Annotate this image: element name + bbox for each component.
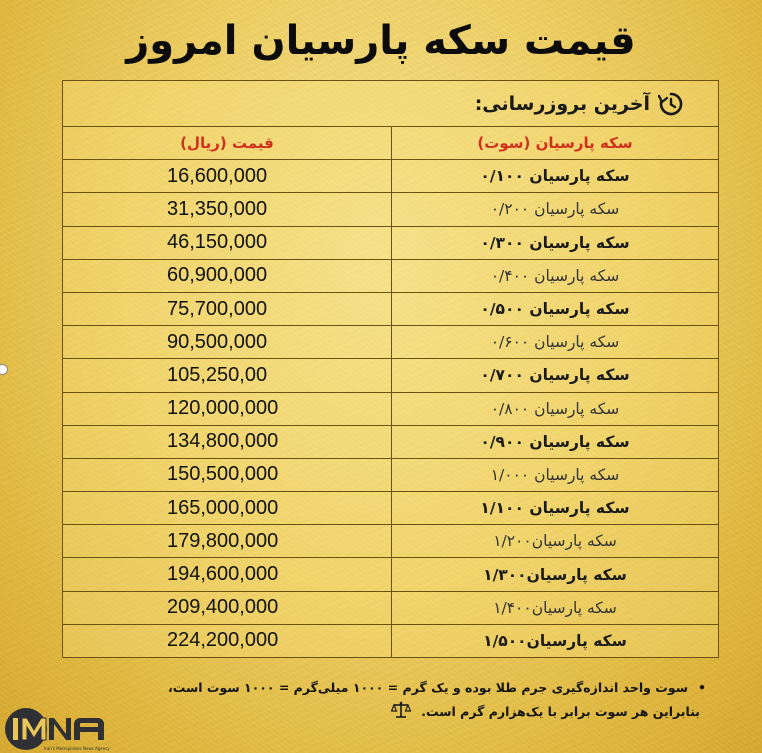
logo-subtitle: Iran's Metropolises News Agency [44,746,110,751]
clock-refresh-icon [658,91,684,117]
table-row [63,193,718,226]
coin-name-cell: سکه پارسیان۱/۴۰۰ [392,591,719,624]
price-cell: 179,800,000 [63,525,392,558]
coin-name-cell: سکه پارسیان ۰/۱۰۰ [392,160,719,193]
table-row [63,292,718,325]
price-cell: 75,700,000 [63,292,392,325]
coin-name-cell: سکه پارسیان ۰/۲۰۰ [392,193,719,226]
coin-name-cell: سکه پارسیان۱/۵۰۰ [392,624,719,657]
footnote-line-1: •سوت واحد اندازه‌گیری جرم طلا بوده و یک گرم = ۱۰۰۰ میلی‌گرم = ۱۰۰۰ سوت است، [168,680,706,695]
table-row [63,392,718,425]
coin-name-cell: سکه پارسیان ۰/۷۰۰ [392,359,719,392]
coin-name-cell: سکه پارسیان۱/۳۰۰ [392,558,719,591]
coin-name-cell: سکه پارسیان ۱/۱۰۰ [392,492,719,525]
table-row [63,624,718,657]
page-title: قیمت سکه پارسیان امروز [126,18,636,64]
table-row [63,425,718,458]
price-cell: 150,500,000 [63,458,392,491]
price-cell: 134,800,000 [63,425,392,458]
table-row [63,492,718,525]
price-cell: 16,600,000 [63,160,392,193]
coin-column-header: سکه پارسیان (سوت) [392,127,719,160]
bullet: • [698,680,706,695]
footnote [146,676,706,724]
last-update-label: آخرین بروزرسانی: [474,92,650,115]
table-header-row [63,127,718,160]
price-table [63,127,718,657]
footnote-line-2: بنابراین هر سوت برابر با یک‌هزارم گرم است. [146,700,706,724]
coin-name-cell: سکه پارسیان۱/۲۰۰ [392,525,719,558]
price-cell: 209,400,000 [63,591,392,624]
coin-name-cell: سکه پارسیان ۰/۶۰۰ [392,326,719,359]
table-row [63,458,718,491]
last-update-row [63,81,718,127]
price-cell: 120,000,000 [63,392,392,425]
table-row [63,226,718,259]
coin-name-cell: سکه پارسیان ۱/۰۰۰ [392,458,719,491]
table-row [63,259,718,292]
price-table-container [62,80,719,658]
table-row [63,160,718,193]
price-cell: 224,200,000 [63,624,392,657]
price-cell: 194,600,000 [63,558,392,591]
price-cell: 60,900,000 [63,259,392,292]
price-cell: 105,250,00 [63,359,392,392]
coin-name-cell: سکه پارسیان ۰/۵۰۰ [392,292,719,325]
table-row [63,591,718,624]
scale-balance-icon [391,701,411,719]
price-cell: 31,350,000 [63,193,392,226]
coin-name-cell: سکه پارسیان ۰/۴۰۰ [392,259,719,292]
table-row [63,558,718,591]
price-cell: 46,150,000 [63,226,392,259]
coin-name-cell: سکه پارسیان ۰/۹۰۰ [392,425,719,458]
edge-handle [0,364,8,375]
table-body [63,160,718,657]
price-column-header: قیمت (ریال) [63,127,392,160]
table-row [63,326,718,359]
coin-name-cell: سکه پارسیان ۰/۳۰۰ [392,226,719,259]
price-cell: 165,000,000 [63,492,392,525]
coin-name-cell: سکه پارسیان ۰/۸۰۰ [392,392,719,425]
table-row [63,525,718,558]
table-row [63,359,718,392]
price-cell: 90,500,000 [63,326,392,359]
